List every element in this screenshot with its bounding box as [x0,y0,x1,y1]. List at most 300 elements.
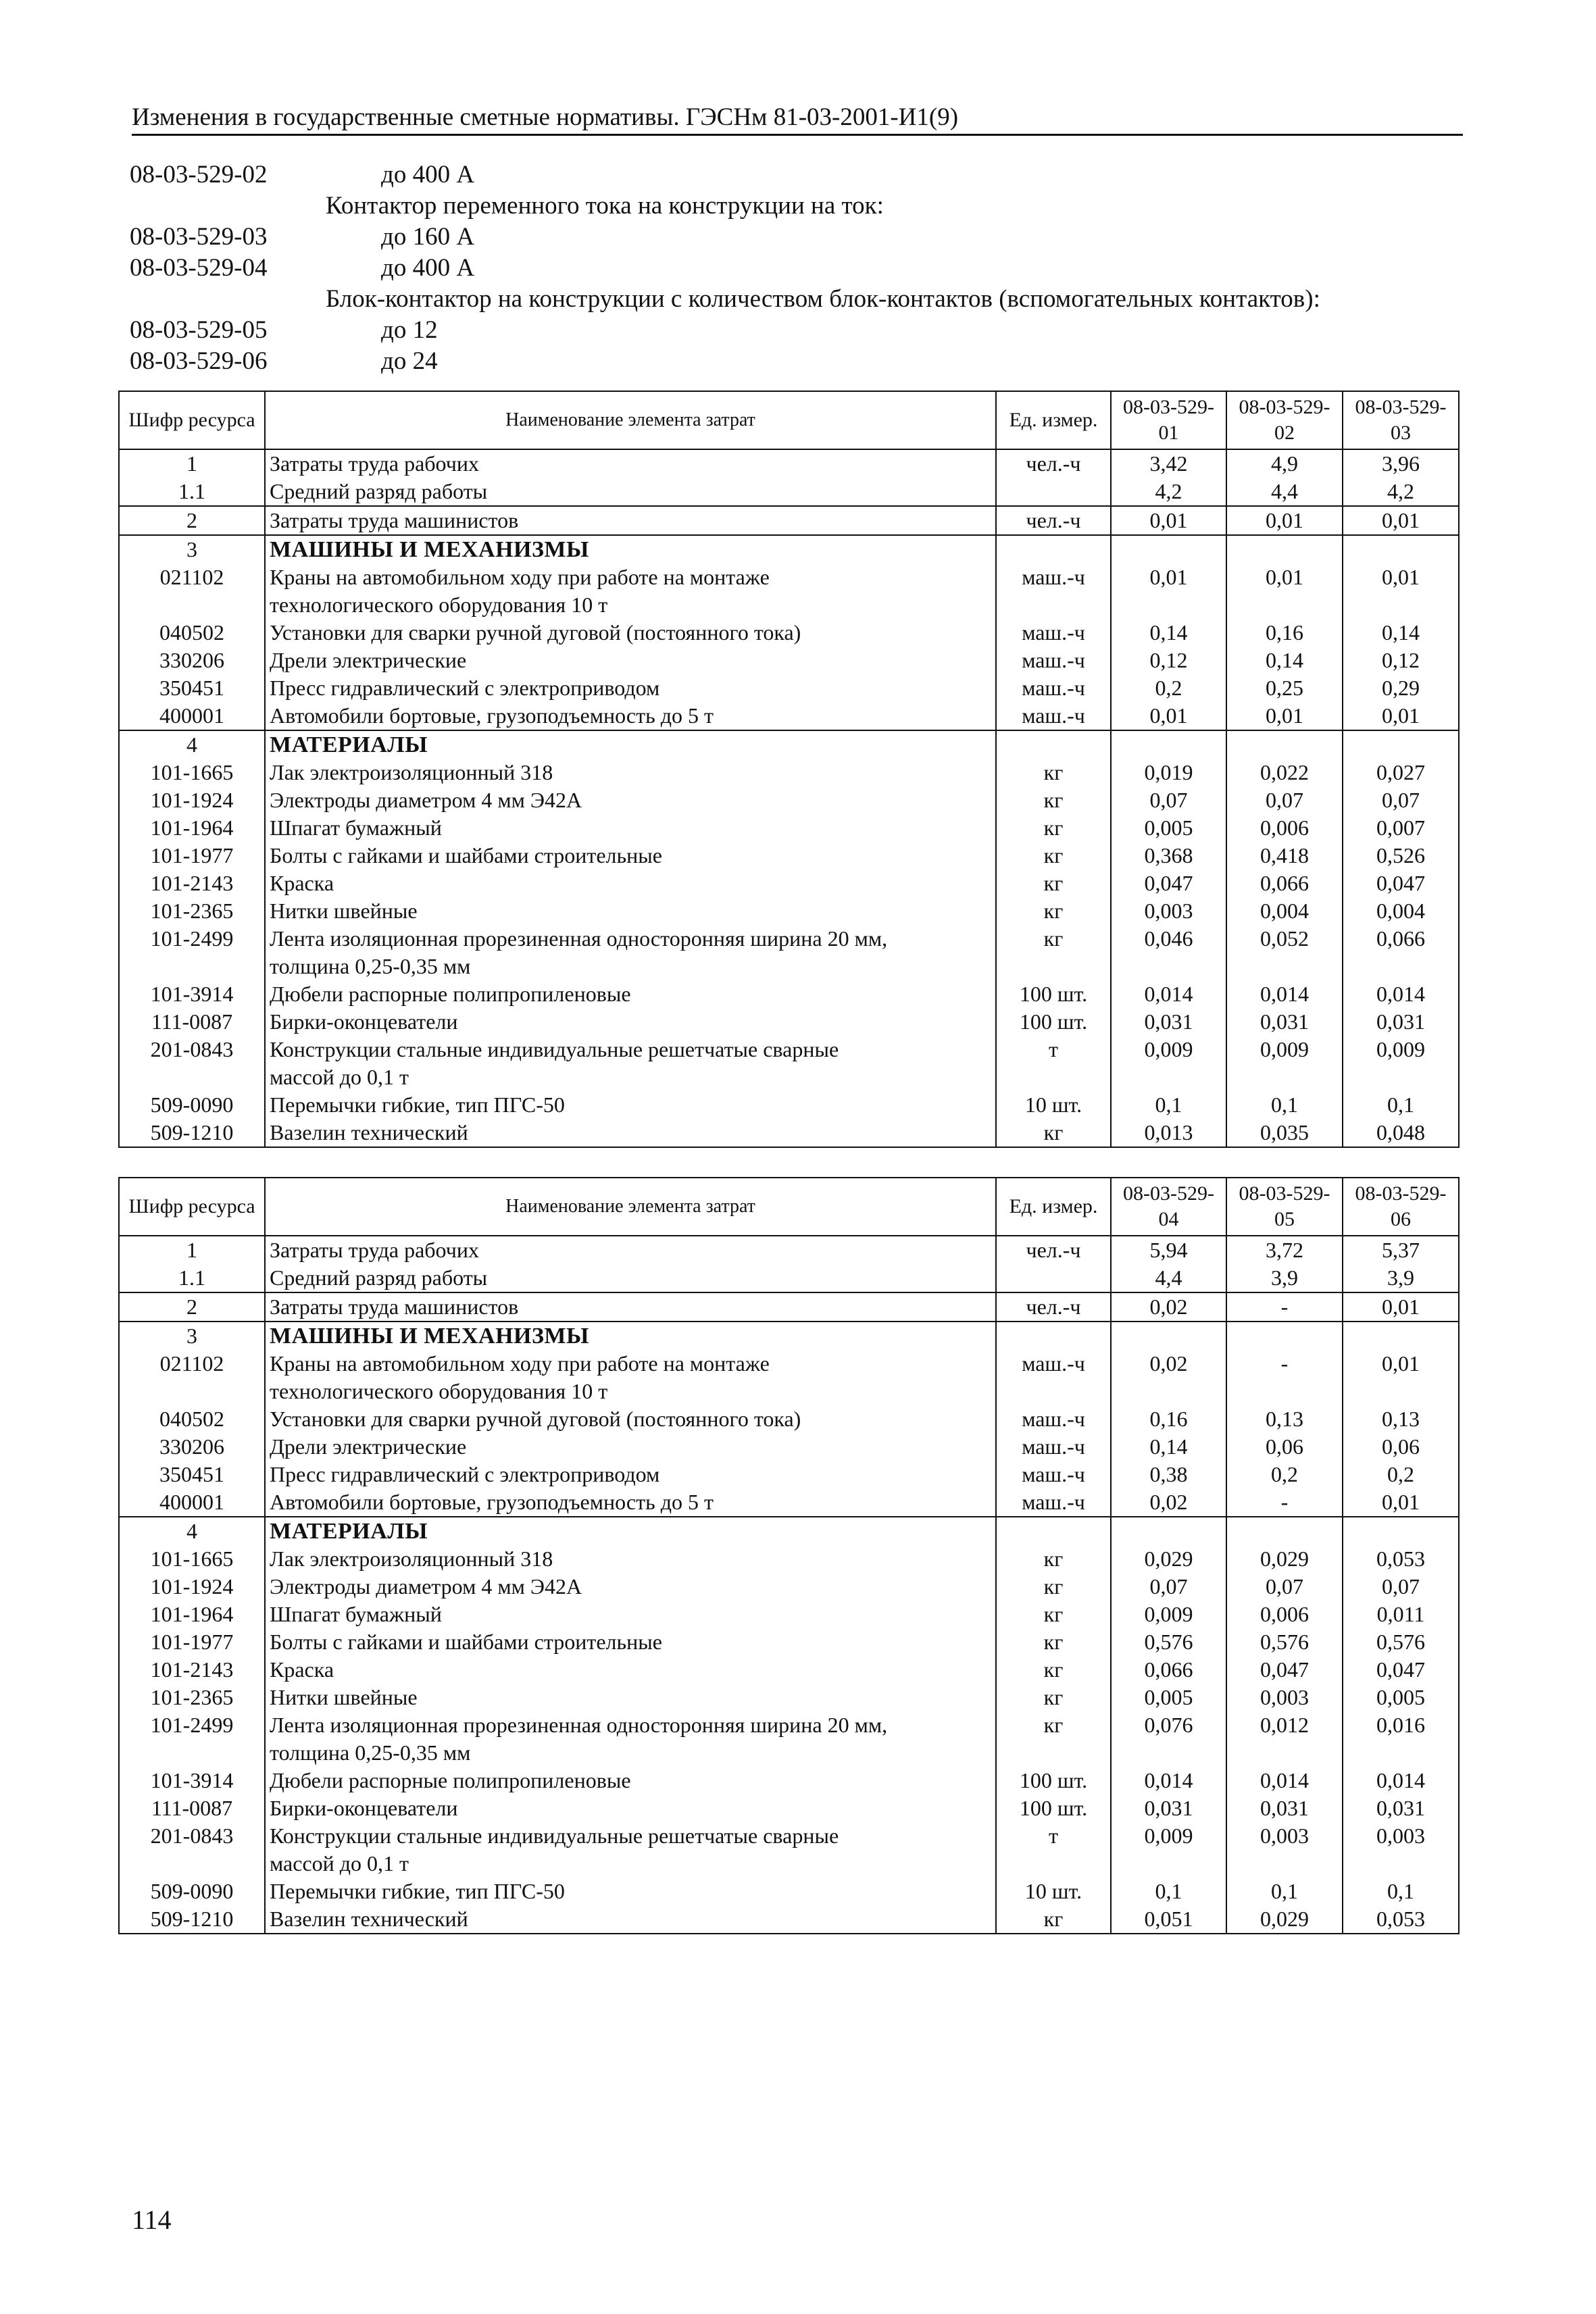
unit-of-measure: кг [996,870,1111,897]
unit-of-measure: кг [996,759,1111,786]
norm-value [1343,730,1459,759]
norm-value: 3,9 [1343,1264,1459,1292]
table-row [119,1350,1459,1405]
unit-of-measure: 100 шт. [996,1767,1111,1794]
cost-element-name [265,478,996,506]
table-row [119,619,1459,647]
norm-value: 0,047 [1343,870,1459,897]
norm-value: - [1226,1488,1343,1517]
norm-value: 0,003 [1111,897,1226,925]
norm-value: 0,576 [1226,1628,1343,1656]
unit-of-measure: маш.-ч [996,1461,1111,1488]
resource-code: 1.1 [119,1264,265,1292]
norm-value: 0,052 [1226,925,1343,980]
norm-value: 0,066 [1226,870,1343,897]
cost-element-name [265,1036,996,1091]
name-line: Лак электроизоляционный 318 [270,1546,553,1571]
cost-element-name [265,1461,996,1488]
norm-value: 0,009 [1111,1601,1226,1628]
resource-code: 509-1210 [119,1119,265,1147]
unit-of-measure: т [996,1036,1111,1091]
section-title [265,730,996,759]
norm-value: 0,051 [1111,1905,1226,1934]
resource-code: 101-2143 [119,1656,265,1684]
unit-of-measure [996,1322,1111,1350]
resource-code: 040502 [119,619,265,647]
section-row [119,1322,1459,1350]
unit-of-measure: кг [996,1628,1111,1656]
norm-value: 0,066 [1343,925,1459,980]
norm-value: - [1226,1292,1343,1322]
cost-element-name [265,1236,996,1264]
norm-text: до 24 [381,347,438,375]
cost-element-name [265,1794,996,1822]
unit-of-measure [996,535,1111,563]
norm-value: 0,02 [1111,1292,1226,1322]
table-row [119,702,1459,730]
name-line: Установки для сварки ручной дуговой (постоянного тока) [270,620,801,645]
name-line: массой до 0,1 т [270,1851,409,1876]
cost-element-name [265,1119,996,1147]
cost-element-name [265,786,996,814]
norm-value: 3,72 [1226,1236,1343,1264]
resource-code: 350451 [119,674,265,702]
unit-of-measure: маш.-ч [996,1405,1111,1433]
unit-of-measure: кг [996,1656,1111,1684]
table-row [119,1119,1459,1147]
norm-value [1226,535,1343,563]
cost-element-name [265,619,996,647]
resource-table-1 [118,391,1460,1148]
norm-value: 0,009 [1343,1036,1459,1091]
header-resource-code: Шифр ресурса [119,1178,265,1236]
unit-of-measure: кг [996,1573,1111,1601]
norm-value [1226,1322,1343,1350]
name-line: Дюбели распорные полипропиленовые [270,1768,631,1792]
norm-value: 0,576 [1111,1628,1226,1656]
norm-value: 0,12 [1343,647,1459,674]
name-line: Нитки швейные [270,899,418,923]
name-line: Затраты труда машинистов [270,1294,519,1319]
norm-text: Блок-контактор на конструкции с количеством блок-контактов (вспомогательных контактов): [326,285,1320,313]
resource-code: 101-1977 [119,842,265,870]
table-row [119,1236,1459,1264]
norm-list [130,159,1481,377]
unit-of-measure: маш.-ч [996,674,1111,702]
unit-of-measure: маш.-ч [996,647,1111,674]
norm-value: 4,2 [1111,478,1226,506]
norm-code: 08-03-529-06 [130,347,268,375]
norm-value: 0,014 [1343,980,1459,1008]
unit-of-measure: чел.-ч [996,506,1111,535]
norm-value [1111,730,1226,759]
unit-of-measure: кг [996,1684,1111,1711]
norm-value: 0,01 [1111,563,1226,619]
resource-code: 3 [119,1322,265,1350]
header-unit: Ед. измер. [996,1178,1111,1236]
resource-code: 350451 [119,1461,265,1488]
norm-value: 4,4 [1226,478,1343,506]
norm-value: 0,07 [1343,1573,1459,1601]
table-row [119,1822,1459,1878]
cost-element-name [265,1264,996,1292]
norm-value: 0,1 [1343,1091,1459,1119]
section-title [265,1517,996,1545]
unit-of-measure: 100 шт. [996,1008,1111,1036]
section-row [119,1517,1459,1545]
norm-text: до 400 А [381,161,475,188]
norm-value: 0,01 [1226,702,1343,730]
cost-element-name [265,759,996,786]
table-row [119,1628,1459,1656]
norm-value: 0,007 [1343,814,1459,842]
table-row [119,1545,1459,1573]
resource-code: 3 [119,535,265,563]
norm-item [130,315,1481,346]
table-row [119,759,1459,786]
unit-of-measure: кг [996,1711,1111,1767]
norm-value: 0,06 [1226,1433,1343,1461]
norm-value: 0,031 [1343,1794,1459,1822]
cost-element-name [265,897,996,925]
table-body [119,1236,1459,1934]
table-row [119,1878,1459,1905]
cost-element-name [265,1878,996,1905]
norm-item [130,253,1481,284]
resource-code: 101-2365 [119,897,265,925]
norm-value: 0,005 [1111,814,1226,842]
norm-value: 0,368 [1111,842,1226,870]
resource-code: 021102 [119,563,265,619]
norm-value: 0,013 [1111,1119,1226,1147]
norm-value: 0,003 [1226,1684,1343,1711]
resource-code: 101-2499 [119,1711,265,1767]
name-line: Болты с гайками и шайбами строительные [270,843,662,867]
document-header-title: Изменения в государственные сметные нормативы. ГЭСНм 81-03-2001-И1(9) [132,103,959,131]
name-line: технологического оборудования 10 т [270,593,608,617]
cost-element-name [265,506,996,535]
unit-of-measure: 10 шт. [996,1091,1111,1119]
norm-value: 0,1 [1343,1878,1459,1905]
name-line: Краны на автомобильном ходу при работе на монтаже [270,565,770,589]
resource-code: 2 [119,1292,265,1322]
cost-element-name [265,1091,996,1119]
norm-value: 0,01 [1343,702,1459,730]
name-line: Болты с гайками и шайбами строительные [270,1630,662,1654]
norm-value: 0,016 [1343,1711,1459,1767]
resource-code: 4 [119,1517,265,1545]
table-row [119,1488,1459,1517]
unit-of-measure: маш.-ч [996,1350,1111,1405]
header-norm-code: 08-03-529-01 [1111,391,1226,449]
unit-of-measure: 10 шт. [996,1878,1111,1905]
norm-value: 0,576 [1343,1628,1459,1656]
name-line: толщина 0,25-0,35 мм [270,1740,471,1765]
norm-value: 0,053 [1343,1545,1459,1573]
table-row [119,1433,1459,1461]
norm-value: 0,009 [1226,1036,1343,1091]
table-row [119,1036,1459,1091]
unit-of-measure: маш.-ч [996,619,1111,647]
norm-value: 0,1 [1226,1091,1343,1119]
norm-value: 4,4 [1111,1264,1226,1292]
norm-value: 0,01 [1111,506,1226,535]
name-line: Бирки-оконцеватели [270,1009,458,1034]
table-row [119,1711,1459,1767]
norm-value: 0,07 [1226,1573,1343,1601]
cost-element-name [265,1545,996,1573]
norm-value: 0,25 [1226,674,1343,702]
name-line: Лента изоляционная прорезиненная односторонняя ширина 20 мм, [270,926,888,951]
table-row [119,842,1459,870]
cost-element-name [265,674,996,702]
header-norm-code: 08-03-529-05 [1226,1178,1343,1236]
name-line: Краска [270,1657,334,1682]
section-title [265,535,996,563]
norm-value [1226,730,1343,759]
norm-value: 3,42 [1111,449,1226,478]
table-body [119,449,1459,1147]
norm-value: 0,2 [1343,1461,1459,1488]
name-line: Конструкции стальные индивидуальные решетчатые сварные [270,1823,839,1848]
name-line: Пресс гидравлический с электроприводом [270,676,660,700]
norm-value: 0,14 [1226,647,1343,674]
name-line: Шпагат бумажный [270,1602,442,1626]
norm-value [1111,1322,1226,1350]
unit-of-measure: кг [996,814,1111,842]
name-line: Вазелин технический [270,1120,468,1145]
norm-value: 0,031 [1111,1008,1226,1036]
norm-value: 0,031 [1111,1794,1226,1822]
norm-value: 0,418 [1226,842,1343,870]
norm-value: 0,076 [1111,1711,1226,1767]
norm-value: 0,526 [1343,842,1459,870]
norm-value [1111,535,1226,563]
norm-value: 5,37 [1343,1236,1459,1264]
resource-code: 101-2499 [119,925,265,980]
resource-code: 201-0843 [119,1822,265,1878]
cost-element-name [265,647,996,674]
norm-value: 0,027 [1343,759,1459,786]
cost-element-name [265,449,996,478]
cost-element-name [265,1488,996,1517]
resource-code: 101-3914 [119,980,265,1008]
norm-code: 08-03-529-04 [130,254,268,282]
norm-value: 0,066 [1111,1656,1226,1684]
cost-element-name [265,1573,996,1601]
header-norm-code: 08-03-529-06 [1343,1178,1459,1236]
norm-item [130,159,1481,191]
table-row [119,1008,1459,1036]
norm-value: 0,01 [1226,506,1343,535]
norm-value: 0,029 [1226,1545,1343,1573]
norm-value: 0,031 [1226,1008,1343,1036]
resource-code: 111-0087 [119,1008,265,1036]
resource-code: 509-0090 [119,1878,265,1905]
table-row [119,1264,1459,1292]
name-line: Электроды диаметром 4 мм Э42А [270,1574,582,1599]
name-line: Автомобили бортовые, грузоподъемность до 5 т [270,1490,714,1514]
norm-value: 0,005 [1343,1684,1459,1711]
header-norm-code: 08-03-529-02 [1226,391,1343,449]
table-row [119,1601,1459,1628]
unit-of-measure: кг [996,1545,1111,1573]
norm-value: 0,004 [1343,897,1459,925]
table-row [119,980,1459,1008]
norm-value: 0,13 [1343,1405,1459,1433]
norm-value: 0,01 [1343,1488,1459,1517]
unit-of-measure: маш.-ч [996,1488,1111,1517]
name-line: Затраты труда рабочих [270,1238,479,1262]
resource-code: 400001 [119,1488,265,1517]
table-row [119,1794,1459,1822]
norm-value: 0,029 [1226,1905,1343,1934]
unit-of-measure: маш.-ч [996,1433,1111,1461]
resource-code: 101-1924 [119,786,265,814]
table-row [119,1767,1459,1794]
norm-value: 0,014 [1226,1767,1343,1794]
resource-code: 101-3914 [119,1767,265,1794]
norm-value: 0,009 [1111,1822,1226,1878]
unit-of-measure: маш.-ч [996,702,1111,730]
norm-value: 0,01 [1343,506,1459,535]
norm-value: 0,003 [1226,1822,1343,1878]
name-line: Автомобили бортовые, грузоподъемность до 5 т [270,703,714,728]
norm-value [1343,1517,1459,1545]
name-line: Краны на автомобильном ходу при работе на монтаже [270,1351,770,1376]
cost-element-name [265,702,996,730]
resource-code: 1 [119,1236,265,1264]
resource-code: 101-1977 [119,1628,265,1656]
name-line: Шпагат бумажный [270,815,442,840]
table-row [119,674,1459,702]
unit-of-measure: чел.-ч [996,449,1111,478]
cost-element-name [265,870,996,897]
header-unit: Ед. измер. [996,391,1111,449]
resource-code: 040502 [119,1405,265,1433]
name-line: Конструкции стальные индивидуальные решетчатые сварные [270,1037,839,1061]
unit-of-measure: чел.-ч [996,1292,1111,1322]
norm-value: 0,01 [1343,1350,1459,1405]
norm-item [130,346,1481,377]
norm-value: 0,003 [1343,1822,1459,1878]
norm-value: 0,13 [1226,1405,1343,1433]
cost-element-name [265,563,996,619]
name-line: Перемычки гибкие, тип ПГС-50 [270,1879,565,1903]
table-row [119,478,1459,506]
name-line: Затраты труда машинистов [270,508,519,532]
norm-text: до 400 А [381,254,475,282]
resource-code: 111-0087 [119,1794,265,1822]
unit-of-measure: кг [996,925,1111,980]
header-norm-code: 08-03-529-04 [1111,1178,1226,1236]
header-norm-code: 08-03-529-03 [1343,391,1459,449]
norm-value: 0,16 [1111,1405,1226,1433]
cost-element-name [265,1767,996,1794]
norm-value [1111,1517,1226,1545]
norm-value: 0,046 [1111,925,1226,980]
name-line: Нитки швейные [270,1685,418,1709]
cost-element-name [265,1656,996,1684]
name-line: Средний разряд работы [270,1265,488,1290]
name-line: технологического оборудования 10 т [270,1379,608,1403]
norm-value: 0,2 [1111,674,1226,702]
name-line: МАТЕРИАЛЫ [270,732,428,757]
header-resource-code: Шифр ресурса [119,391,265,449]
name-line: МАШИНЫ И МЕХАНИЗМЫ [270,537,589,562]
norm-value: 0,011 [1343,1601,1459,1628]
cost-element-name [265,814,996,842]
cost-element-name [265,1601,996,1628]
norm-value: 0,1 [1111,1091,1226,1119]
norm-value: 0,009 [1111,1036,1226,1091]
norm-value: 0,02 [1111,1488,1226,1517]
name-line: Дюбели распорные полипропиленовые [270,982,631,1006]
norm-value: 0,047 [1226,1656,1343,1684]
resource-code: 101-1665 [119,1545,265,1573]
cost-element-name [265,1684,996,1711]
norm-value: 0,031 [1343,1008,1459,1036]
norm-value: 0,004 [1226,897,1343,925]
table-row [119,563,1459,619]
norm-value [1343,1322,1459,1350]
table-row [119,925,1459,980]
name-line: Дрели электрические [270,648,467,672]
resource-code: 101-2143 [119,870,265,897]
cost-element-name [265,925,996,980]
page-number: 114 [132,2205,172,2235]
norm-value: 0,07 [1343,786,1459,814]
name-line: Вазелин технический [270,1907,468,1931]
section-title [265,1322,996,1350]
table-row [119,786,1459,814]
norm-value: 0,14 [1111,1433,1226,1461]
resource-code: 101-2365 [119,1684,265,1711]
cost-element-name [265,1905,996,1934]
table-row [119,814,1459,842]
table-row [119,1292,1459,1322]
cost-element-name [265,1350,996,1405]
norm-value: 0,07 [1111,1573,1226,1601]
norm-value: 0,053 [1343,1905,1459,1934]
norm-value: 0,035 [1226,1119,1343,1147]
unit-of-measure: 100 шт. [996,980,1111,1008]
norm-code: 08-03-529-02 [130,161,268,188]
table-row [119,1091,1459,1119]
norm-value: 0,07 [1226,786,1343,814]
table-row [119,1405,1459,1433]
table-row [119,506,1459,535]
resource-code: 101-1665 [119,759,265,786]
name-line: Установки для сварки ручной дуговой (постоянного тока) [270,1407,801,1431]
unit-of-measure: кг [996,842,1111,870]
name-line: Дрели электрические [270,1434,467,1459]
name-line: массой до 0,1 т [270,1065,409,1089]
unit-of-measure [996,730,1111,759]
unit-of-measure: кг [996,1119,1111,1147]
name-line: Электроды диаметром 4 мм Э42А [270,788,582,812]
norm-value: 0,02 [1111,1350,1226,1405]
table-header [119,1178,1459,1236]
norm-value: 0,38 [1111,1461,1226,1488]
cost-element-name [265,1008,996,1036]
cost-element-name [265,1711,996,1767]
norm-value: 0,014 [1111,980,1226,1008]
norm-value: 0,29 [1343,674,1459,702]
norm-value: 4,9 [1226,449,1343,478]
unit-of-measure: кг [996,1601,1111,1628]
table-row [119,1905,1459,1934]
